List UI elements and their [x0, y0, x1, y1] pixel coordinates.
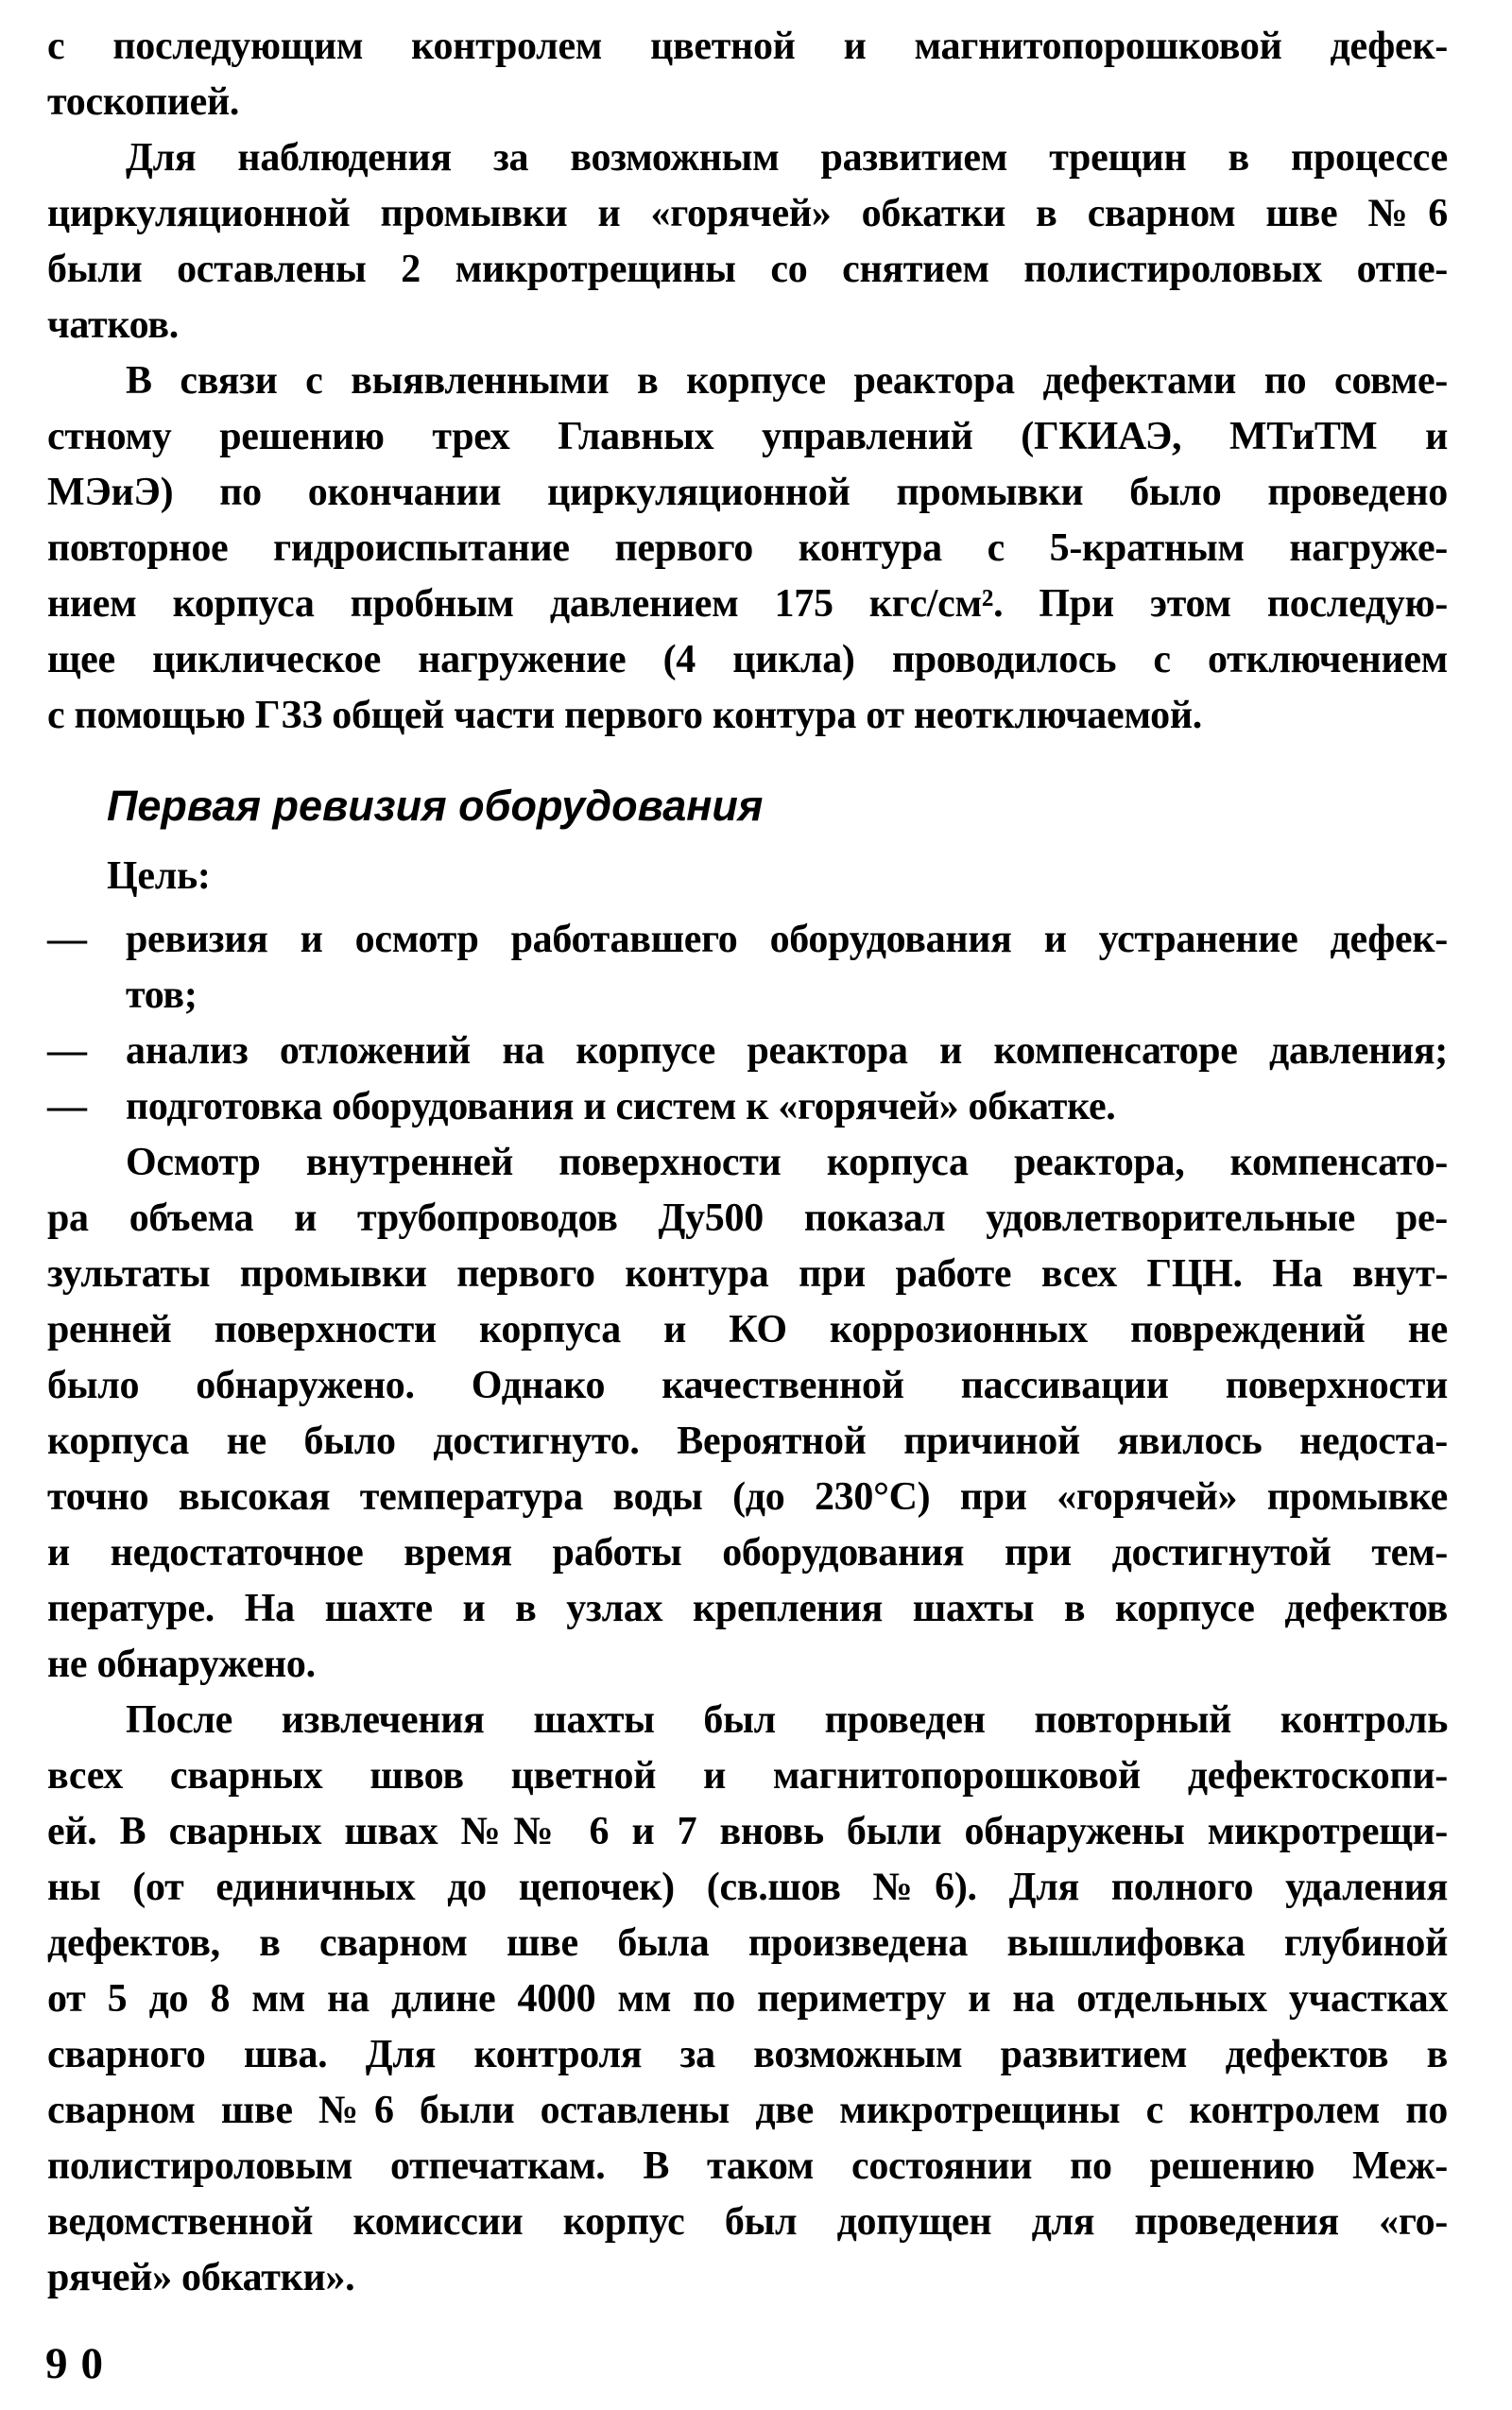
list-item-text: анализ отложений на корпусе реактора и компенсаторе давления; [126, 1029, 1448, 1073]
text-line: стному решению трех Главных управлений (ГКИАЭ, МТиТМ и [47, 415, 1448, 458]
list-item [47, 1079, 1448, 1135]
page-text-block [47, 19, 1448, 2306]
text-line: После извлечения шахты был проведен повторный контроль [126, 1698, 1448, 1742]
text-line: сварном шве №6 были оставлены две микротрещины с контролем по [47, 2089, 1448, 2132]
bullet-dash-icon: — [47, 1085, 87, 1128]
bullet-dash-icon: — [47, 1029, 87, 1073]
list-item-text: ревизия и осмотр работавшего оборудования и устранение дефек- [126, 918, 1448, 961]
text-line: зультаты промывки первого контура при работе всех ГЦН. На внут- [47, 1252, 1448, 1296]
text-line: точно высокая температура воды (до 230°С) при «горячей» промывке [47, 1475, 1448, 1519]
text-line: тоскопией. [47, 80, 240, 124]
text-line: с последующим контролем цветной и магнитопорошковой дефек- [47, 25, 1448, 68]
text-line: было обнаружено. Однако качественной пассивации поверхности [47, 1364, 1448, 1407]
text-line: дефектов, в сварном шве была произведена вышлифовка глубиной [47, 1921, 1448, 1965]
text-line: с помощью ГЗЗ общей части первого контура от неотключаемой. [47, 694, 1202, 737]
text-line: полистироловым отпечаткам. В таком состоянии по решению Меж- [47, 2144, 1448, 2188]
text-line: ренней поверхности корпуса и КО коррозионных повреждений не [47, 1308, 1448, 1351]
text-line: В связи с выявленными в корпусе реактора дефектами по совме- [126, 359, 1448, 403]
text-line: МЭиЭ) по окончании циркуляционной промывки было проведено [47, 471, 1448, 514]
text-line: сварного шва. Для контроля за возможным развитием дефектов в [47, 2033, 1448, 2076]
text-line: и недостаточное время работы оборудования при достигнутой тем- [47, 1531, 1448, 1575]
section-heading: Первая ревизия оборудования [107, 782, 764, 830]
list-item [47, 912, 1448, 968]
text-line: корпуса не было достигнуто. Вероятной причиной явилось недоста- [47, 1420, 1448, 1463]
text-line: ра объема и трубопроводов Ду500 показал удовлетворительные ре- [47, 1196, 1448, 1240]
text-line: были оставлены 2 микротрещины со снятием полистироловых отпе- [47, 248, 1448, 291]
list-item [47, 1024, 1448, 1079]
text-line: щее циклическое нагружение (4 цикла) проводилось с отключением [47, 638, 1448, 681]
text-line: повторное гидроиспытание первого контура с 5-кратным нагруже- [47, 526, 1448, 570]
text-line: всех сварных швов цветной и магнитопорошковой дефектоскопи- [47, 1754, 1448, 1798]
text-line: рячей» обкатки». [47, 2256, 355, 2299]
text-line: от 5 до 8 мм на длине 4000 мм по периметру и на отдельных участках [47, 1977, 1448, 2021]
text-line: Осмотр внутренней поверхности корпуса реактора, компенсато- [126, 1141, 1448, 1184]
text-line: ей. В сварных швах №№ 6 и 7 вновь были обнаружены микротрещи- [47, 1810, 1448, 1853]
text-line: чатков. [47, 303, 179, 347]
bullet-dash-icon: — [47, 918, 87, 961]
text-line: ведомственной комиссии корпус был допущен для проведения «го- [47, 2200, 1448, 2244]
text-line: циркуляционной промывки и «горячей» обкатки в сварном шве №6 [47, 192, 1448, 235]
text-line: Для наблюдения за возможным развитием трещин в процессе [126, 136, 1448, 180]
text-line: нием корпуса пробным давлением 175 кгс/см². При этом последую- [47, 582, 1448, 626]
list-item-continuation: тов; [126, 973, 198, 1017]
page-number: 90 [45, 2339, 116, 2388]
text-line: не обнаружено. [47, 1643, 316, 1686]
text-line: пературе. На шахте и в узлах крепления шахты в корпусе дефектов [47, 1587, 1448, 1630]
text-line: ны (от единичных до цепочек) (св.шов №6). Для полного удаления [47, 1866, 1448, 1909]
goal-label: Цель: [107, 854, 211, 898]
list-item-text: подготовка оборудования и систем к «горячей» обкатке. [126, 1085, 1116, 1128]
